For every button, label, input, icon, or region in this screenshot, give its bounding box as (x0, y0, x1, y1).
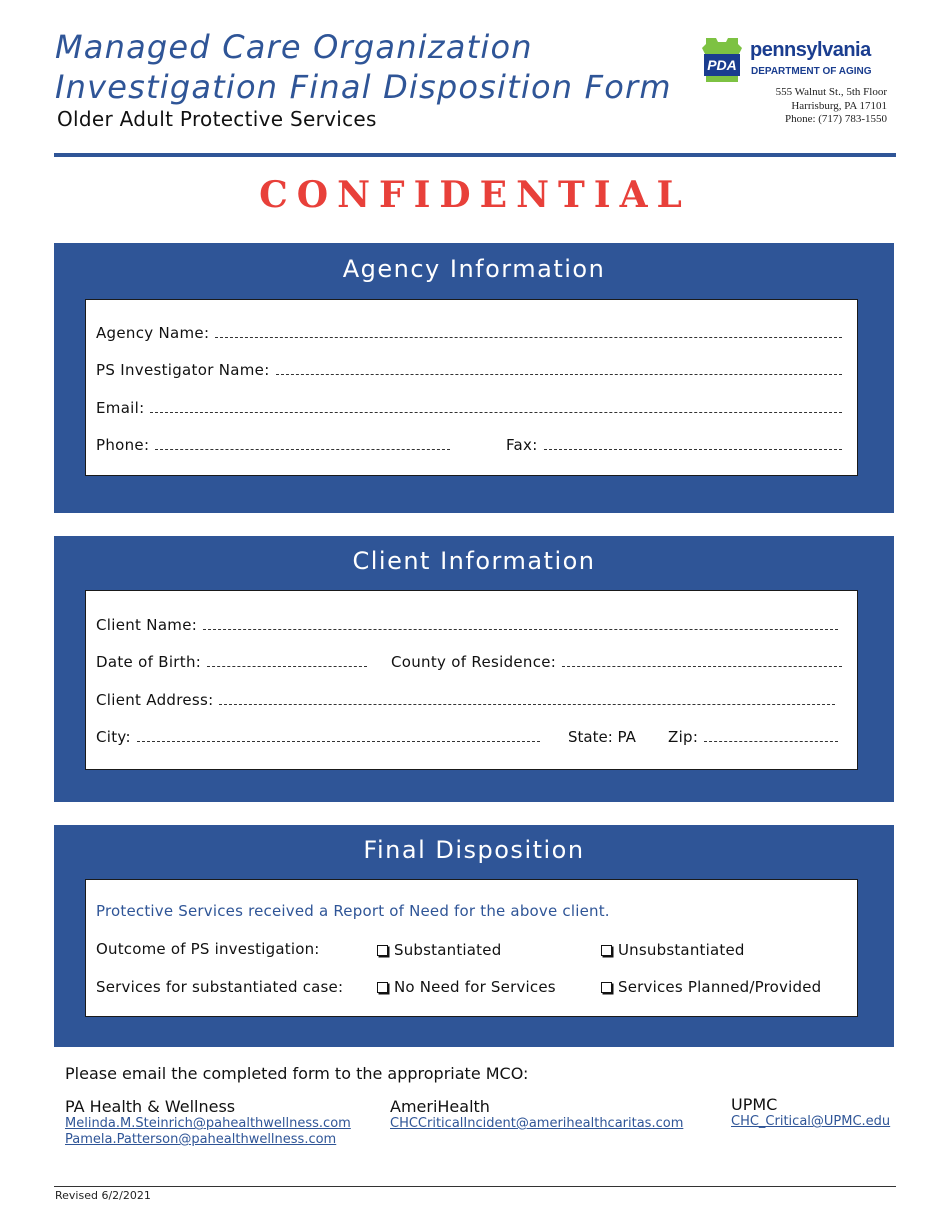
mco-pa-health-wellness (65, 1097, 351, 1148)
logo-mark-text: PDA (707, 57, 737, 73)
zip-field[interactable] (668, 728, 838, 748)
footer-divider (54, 1186, 896, 1187)
outcome-unsubstantiated-option[interactable] (601, 941, 745, 959)
county-line[interactable] (562, 653, 842, 667)
mco-email-link[interactable]: CHC_Critical@UPMC.edu (731, 1114, 891, 1129)
investigator-name-label: PS Investigator Name: (96, 361, 270, 379)
city-label: City: (96, 728, 131, 746)
confidential-stamp: CONFIDENTIAL (259, 174, 691, 216)
pda-logo (702, 36, 892, 86)
mco-email-link[interactable]: Melinda.M.Steinrich@pahealthwellness.com (65, 1116, 351, 1131)
report-of-need-note: Protective Services received a Report of Need for the above client. (96, 902, 610, 920)
substantiated-checkbox[interactable] (377, 945, 388, 956)
header-divider (54, 153, 896, 157)
zip-label: Zip: (668, 728, 699, 746)
mco-amerihealth (390, 1097, 683, 1132)
logo-department: DEPARTMENT OF AGING (751, 66, 872, 77)
email-field[interactable] (96, 399, 842, 419)
mco-name: AmeriHealth (390, 1097, 490, 1116)
address-phone: Phone: (717) 783-1550 (784, 113, 887, 125)
client-address-label: Client Address: (96, 691, 214, 709)
client-name-field[interactable] (96, 616, 838, 636)
form-title-line1: Managed Care Organization (55, 28, 533, 66)
mco-upmc (731, 1095, 890, 1130)
email-instruction: Please email the completed form to the appropriate MCO: (65, 1064, 529, 1083)
no-need-label: No Need for Services (394, 978, 556, 996)
client-fields-box (85, 590, 858, 770)
email-label: Email: (96, 399, 145, 417)
investigator-name-field[interactable] (96, 361, 842, 381)
city-line[interactable] (137, 728, 540, 742)
agency-fields-box (85, 299, 858, 476)
email-line[interactable] (150, 399, 842, 413)
disposition-section-title: Final Disposition (363, 836, 585, 864)
dob-label: Date of Birth: (96, 653, 202, 671)
address-street: 555 Walnut St., 5th Floor (775, 86, 887, 98)
client-address-line[interactable] (219, 691, 835, 705)
mco-email-link[interactable]: Pamela.Patterson@pahealthwellness.com (65, 1132, 337, 1147)
agency-name-line[interactable] (215, 324, 842, 338)
disposition-box (85, 879, 858, 1017)
agency-name-label: Agency Name: (96, 324, 210, 342)
dob-line[interactable] (207, 653, 367, 667)
keystone-logo-icon (702, 36, 742, 83)
agency-section-title: Agency Information (342, 255, 606, 283)
fax-line[interactable] (544, 436, 842, 450)
outcome-substantiated-option[interactable] (377, 941, 501, 959)
no-need-checkbox[interactable] (377, 982, 388, 993)
phone-label: Phone: (96, 436, 150, 454)
client-section (54, 536, 894, 802)
address-city: Harrisburg, PA 17101 (791, 99, 887, 112)
client-name-line[interactable] (203, 616, 838, 630)
client-address-field[interactable] (96, 691, 835, 711)
city-field[interactable] (96, 728, 540, 748)
mco-name: PA Health & Wellness (65, 1097, 236, 1116)
substantiated-label: Substantiated (394, 941, 502, 959)
dob-field[interactable] (96, 653, 367, 673)
disposition-section (54, 825, 894, 1047)
county-label: County of Residence: (391, 653, 557, 671)
unsubstantiated-checkbox[interactable] (601, 945, 612, 956)
services-no-need-option[interactable] (377, 978, 556, 996)
zip-line[interactable] (704, 728, 838, 742)
fax-field[interactable] (506, 436, 842, 456)
services-label: Services for substantiated case: (96, 978, 344, 996)
department-address (776, 86, 887, 127)
agency-name-field[interactable] (96, 324, 842, 344)
mco-email-link[interactable]: CHCCriticalIncident@amerihealthcaritas.com (390, 1116, 684, 1131)
form-title-line2: Investigation Final Disposition Form (55, 68, 672, 106)
state-field (568, 728, 636, 748)
agency-section (54, 243, 894, 513)
fax-label: Fax: (506, 436, 538, 454)
services-planned-label: Services Planned/Provided (618, 978, 822, 996)
phone-line[interactable] (155, 436, 450, 450)
investigator-name-line[interactable] (276, 361, 842, 375)
mco-name: UPMC (731, 1095, 778, 1114)
revision-date: Revised 6/2/2021 (55, 1189, 151, 1202)
unsubstantiated-label: Unsubstantiated (618, 941, 745, 959)
logo-name: pennsylvania (750, 39, 871, 61)
form-subtitle: Older Adult Protective Services (57, 107, 377, 131)
client-section-title: Client Information (352, 547, 596, 575)
phone-field[interactable] (96, 436, 450, 456)
client-name-label: Client Name: (96, 616, 198, 634)
state-value: State: PA (568, 728, 636, 746)
county-field[interactable] (391, 653, 842, 673)
services-planned-checkbox[interactable] (601, 982, 612, 993)
services-planned-option[interactable] (601, 978, 821, 996)
outcome-label: Outcome of PS investigation: (96, 940, 320, 958)
